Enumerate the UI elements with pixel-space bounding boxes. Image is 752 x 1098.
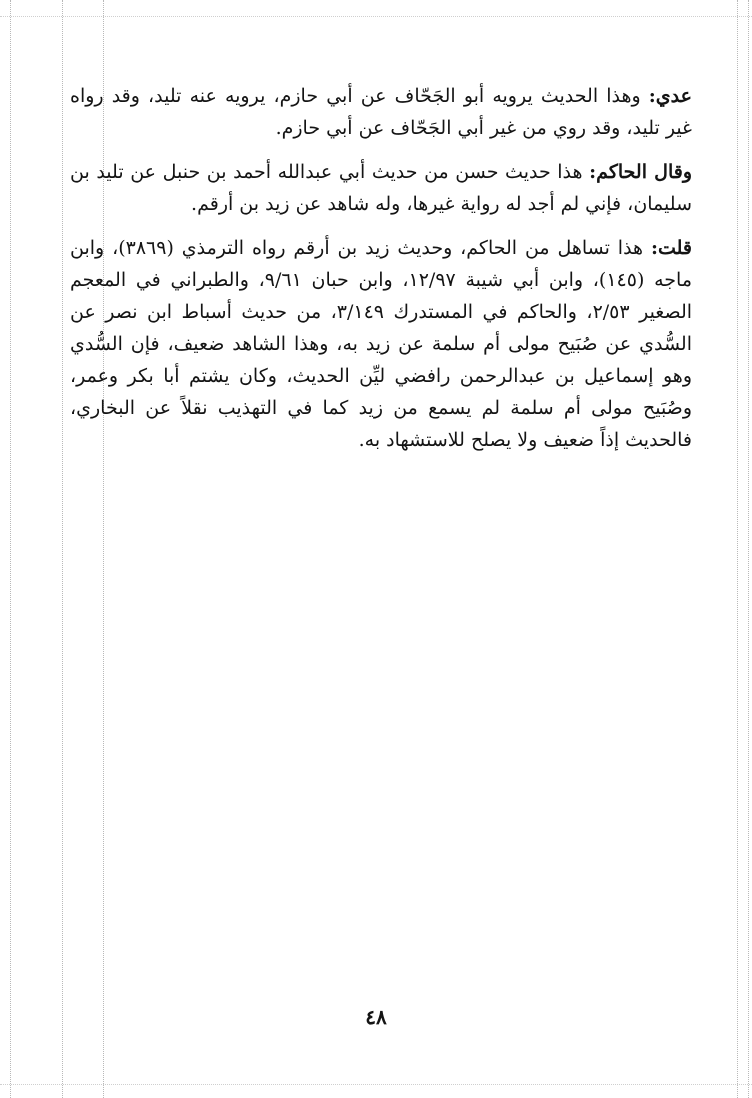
paragraph-hakim	[70, 156, 692, 220]
page-guide-line	[737, 0, 738, 1098]
page-guide-line	[0, 1084, 752, 1085]
paragraph-text: وهذا الحديث يرويه أبو الجَحّاف عن أبي حازم، يرويه عنه تليد، وقد رواه غير تليد، وقد روي من غير أبي الجَحّاف عن أبي حازم.	[70, 85, 692, 139]
paragraph-adi	[70, 80, 692, 144]
page-guide-line	[748, 0, 749, 1098]
paragraph-text: هذا حديث حسن من حديث أبي عبدالله أحمد بن حنبل عن تليد بن سليمان، فإني لم أجد له رواية غيرها، وله شاهد عن زيد بن أرقم.	[70, 161, 692, 215]
page-body	[70, 80, 692, 468]
paragraph-text: هذا تساهل من الحاكم، وحديث زيد بن أرقم رواه الترمذي (٣٨٦٩)، وابن ماجه (١٤٥)، وابن أبي شيبة ١٢/٩٧، وابن حبان ٩/٦١، والطبراني في المعجم الصغير ٢/٥٣، والحاكم في المستدرك ٣/١٤٩، من حديث أسباط ابن نصر عن السُّدي عن صُبَيح مولى أم سلمة عن زيد به، وهذا الشاهد ضعيف، فإن السُّدي وهو إسماعيل بن عبدالرحمن رافضي ليِّن الحديث، وكان يشتم أبا بكر وعمر، وصُبَيح مولى أم سلمة لم يسمع من زيد كما في التهذيب نقلاً عن البخاري، فالحديث إذاً ضعيف ولا يصلح للاستشهاد به.	[70, 237, 693, 451]
page-guide-line	[0, 16, 752, 17]
paragraph-qultu	[70, 232, 692, 456]
page-guide-line	[10, 0, 11, 1098]
paragraph-lead: وقال الحاكم:	[589, 161, 692, 183]
paragraph-lead: قلت:	[650, 237, 693, 259]
page-guide-line	[62, 0, 63, 1098]
page-number: ٤٨	[365, 1005, 387, 1029]
paragraph-lead: عدي:	[648, 85, 692, 107]
